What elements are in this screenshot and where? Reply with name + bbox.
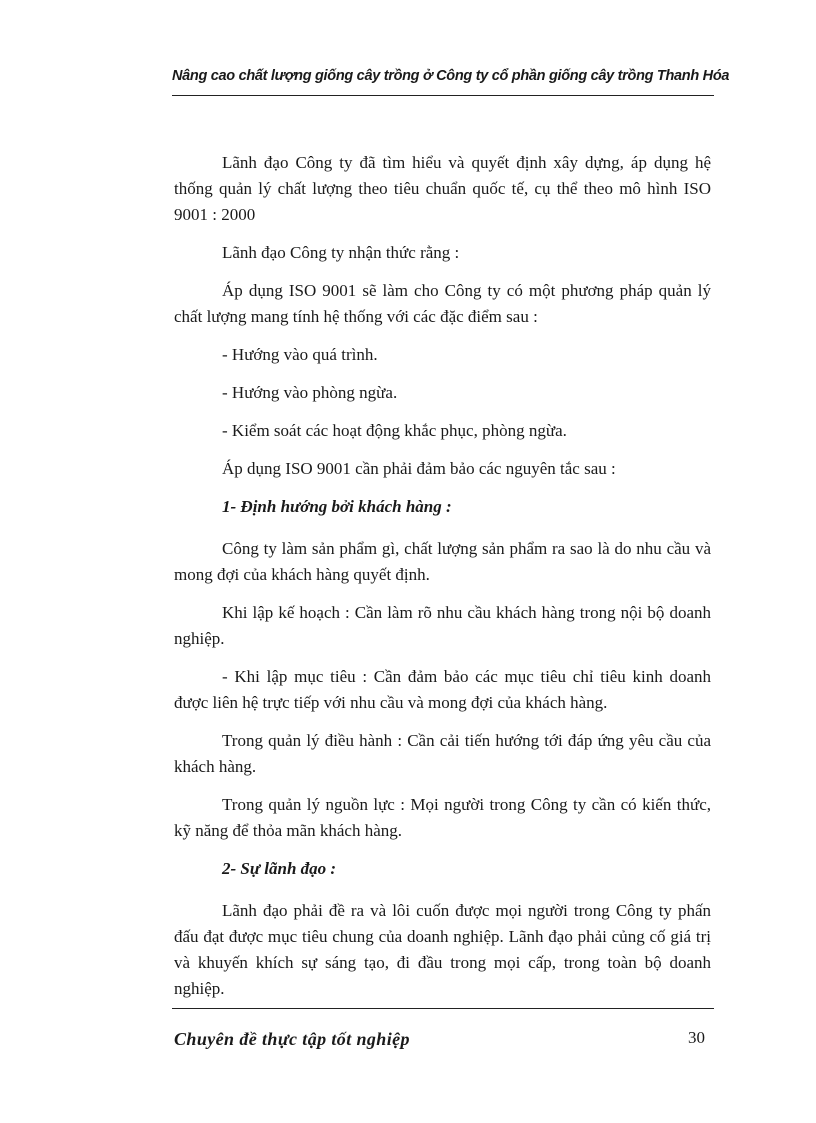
paragraph-objectives: - Khi lập mục tiêu : Cần đảm bảo các mục tiêu chỉ tiêu kinh doanh được liên hệ trực tiếp với nhu cầu và mong đợi của khách hàng. xyxy=(174,667,711,712)
footer-rule xyxy=(172,1008,714,1009)
paragraph-resources: Trong quản lý nguồn lực : Mọi người trong Công ty cần có kiến thức, kỹ năng để thỏa mãn khách hàng. xyxy=(174,795,711,840)
header-title: Nâng cao chất lượng giống cây trồng ở Công ty cổ phần giống cây trồng Thanh Hóa xyxy=(172,68,730,84)
bullet-process-oriented: - Hướng vào quá trình. xyxy=(222,345,378,364)
page-header xyxy=(172,66,730,98)
section-heading-leadership: 2- Sự lãnh đạo : xyxy=(222,859,337,878)
paragraph-leadership-awareness: Lãnh đạo Công ty nhận thức rằng : xyxy=(222,243,460,262)
paragraph-leadership: Lãnh đạo phải đề ra và lôi cuốn được mọi người trong Công ty phấn đấu đạt được mục tiêu chung của doanh nghiệp. Lãnh đạo phải củng cố giá trị và khuyến khích sự sáng tạo, đi đầu trong mọi cấp, trong toàn bộ doanh nghiệp. xyxy=(174,901,711,998)
page-body xyxy=(174,150,711,1014)
paragraph-iso-decision: Lãnh đạo Công ty đã tìm hiểu và quyết định xây dựng, áp dụng hệ thống quản lý chất lượng theo tiêu chuẩn quốc tế, cụ thể theo mô hình ISO 9001 : 2000 xyxy=(174,153,711,224)
paragraph-iso-principles: Áp dụng ISO 9001 cần phải đảm bảo các nguyên tắc sau : xyxy=(222,459,616,478)
paragraph-customer-needs: Công ty làm sản phẩm gì, chất lượng sản phẩm ra sao là do nhu cầu và mong đợi của khách hàng quyết định. xyxy=(174,539,711,584)
header-rule xyxy=(172,95,714,96)
paragraph-iso-method: Áp dụng ISO 9001 sẽ làm cho Công ty có một phương pháp quản lý chất lượng mang tính hệ thống với các đặc điểm sau : xyxy=(174,281,711,326)
paragraph-planning: Khi lập kế hoạch : Cần làm rõ nhu cầu khách hàng trong nội bộ doanh nghiệp. xyxy=(174,603,711,648)
section-heading-customer-focus: 1- Định hướng bởi khách hàng : xyxy=(222,497,452,516)
footer-title: Chuyên đề thực tập tốt nghiệp xyxy=(174,1029,410,1049)
paragraph-management: Trong quản lý điều hành : Cần cải tiến hướng tới đáp ứng yêu cầu của khách hàng. xyxy=(174,731,711,776)
bullet-prevention-oriented: - Hướng vào phòng ngừa. xyxy=(222,383,398,402)
page-number: 30 xyxy=(688,1028,705,1047)
bullet-corrective-control: - Kiểm soát các hoạt động khắc phục, phòng ngừa. xyxy=(222,421,567,440)
